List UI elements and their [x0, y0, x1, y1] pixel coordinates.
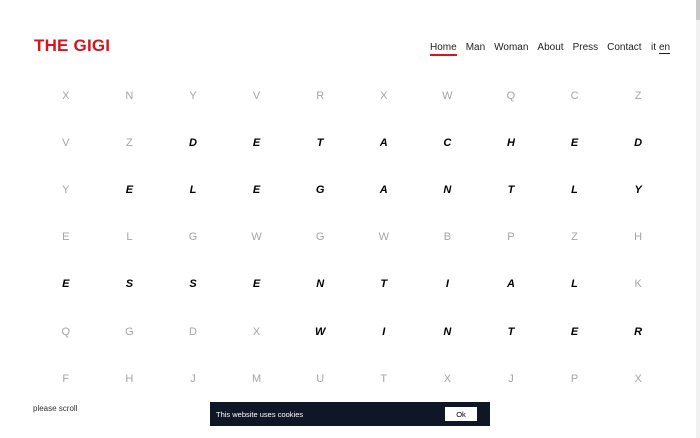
letter: X — [252, 325, 261, 338]
cookie-ok-button[interactable]: Ok — [445, 407, 477, 421]
highlighted-letter: T — [380, 278, 388, 291]
highlighted-letter: N — [443, 183, 452, 196]
highlighted-letter: H — [506, 136, 515, 149]
letter: Y — [62, 183, 70, 196]
letter: G — [125, 325, 134, 338]
letter: R — [316, 89, 325, 102]
letter: H — [125, 372, 134, 385]
highlighted-letter: E — [252, 278, 261, 291]
highlighted-letter: A — [506, 278, 515, 291]
letter: F — [62, 372, 70, 385]
letter: L — [126, 231, 133, 244]
highlighted-letter: N — [443, 325, 452, 338]
letter: D — [189, 325, 197, 338]
scrollbar-track[interactable] — [696, 0, 700, 438]
highlighted-letter: W — [314, 325, 326, 338]
nav-home[interactable]: Home — [430, 42, 457, 56]
letter: M — [251, 372, 262, 385]
letter: V — [62, 136, 70, 149]
letter: P — [570, 372, 579, 385]
highlighted-letter: L — [189, 183, 197, 196]
highlighted-letter: I — [445, 278, 449, 291]
letter: U — [316, 372, 325, 385]
highlighted-letter: D — [634, 136, 643, 149]
letter: J — [190, 372, 196, 385]
highlighted-letter: G — [315, 183, 325, 196]
highlighted-letter: A — [379, 183, 388, 196]
scrollbar-thumb[interactable] — [696, 0, 700, 20]
nav-about[interactable]: About — [537, 42, 564, 53]
highlighted-letter: T — [507, 325, 515, 338]
letter: W — [251, 231, 262, 244]
lang-it[interactable]: it — [651, 42, 656, 53]
highlighted-letter: S — [189, 278, 197, 291]
letter: E — [62, 231, 70, 244]
highlighted-letter: C — [443, 136, 452, 149]
highlighted-letter: L — [571, 183, 578, 196]
letter: Y — [189, 89, 197, 102]
letter: Z — [126, 136, 133, 149]
highlighted-letter: T — [316, 136, 324, 149]
letter: Q — [61, 325, 71, 338]
letter: Q — [506, 89, 516, 102]
letter: T — [380, 372, 388, 385]
letter: J — [508, 372, 514, 385]
highlighted-letter: R — [634, 325, 643, 338]
letter: W — [442, 89, 453, 102]
highlighted-letter: E — [62, 278, 70, 291]
site-logo[interactable]: THE GIGI — [34, 36, 111, 55]
letter: X — [62, 89, 70, 102]
letter: X — [634, 372, 642, 385]
cookie-banner — [210, 402, 490, 426]
letter: K — [634, 278, 642, 291]
letter-grid — [34, 72, 670, 402]
letter: Z — [634, 89, 642, 102]
highlighted-letter: N — [316, 278, 325, 291]
letter: G — [315, 231, 325, 244]
letter: X — [380, 89, 388, 102]
language-switcher — [651, 42, 670, 54]
letter: P — [507, 231, 515, 244]
highlighted-letter: E — [570, 136, 579, 149]
cookie-message: This website uses cookies — [216, 409, 304, 419]
highlighted-letter: I — [382, 325, 386, 338]
scroll-hint: please scroll — [33, 404, 78, 413]
letter: G — [188, 231, 198, 244]
highlighted-letter: T — [507, 183, 515, 196]
highlighted-letter: E — [125, 183, 134, 196]
letter: V — [252, 89, 261, 102]
nav-contact[interactable]: Contact — [607, 42, 642, 53]
highlighted-letter: Y — [634, 183, 642, 196]
letter: W — [378, 231, 389, 244]
nav-woman[interactable]: Woman — [494, 42, 529, 53]
letter: N — [125, 89, 134, 102]
highlighted-letter: A — [379, 136, 388, 149]
highlighted-letter: E — [570, 325, 579, 338]
nav-man[interactable]: Man — [465, 42, 486, 53]
letter: C — [570, 89, 579, 102]
letter: H — [634, 231, 643, 244]
letter: B — [443, 231, 452, 244]
highlighted-letter: E — [252, 136, 261, 149]
highlighted-letter: L — [571, 278, 578, 291]
highlighted-letter: S — [125, 278, 134, 291]
highlighted-letter: D — [189, 136, 197, 149]
highlighted-letter: E — [252, 183, 261, 196]
nav-press[interactable]: Press — [572, 42, 599, 53]
lang-en[interactable]: en — [659, 42, 671, 53]
main-nav — [430, 42, 642, 56]
letter: Z — [571, 231, 578, 244]
letter: X — [443, 372, 452, 385]
